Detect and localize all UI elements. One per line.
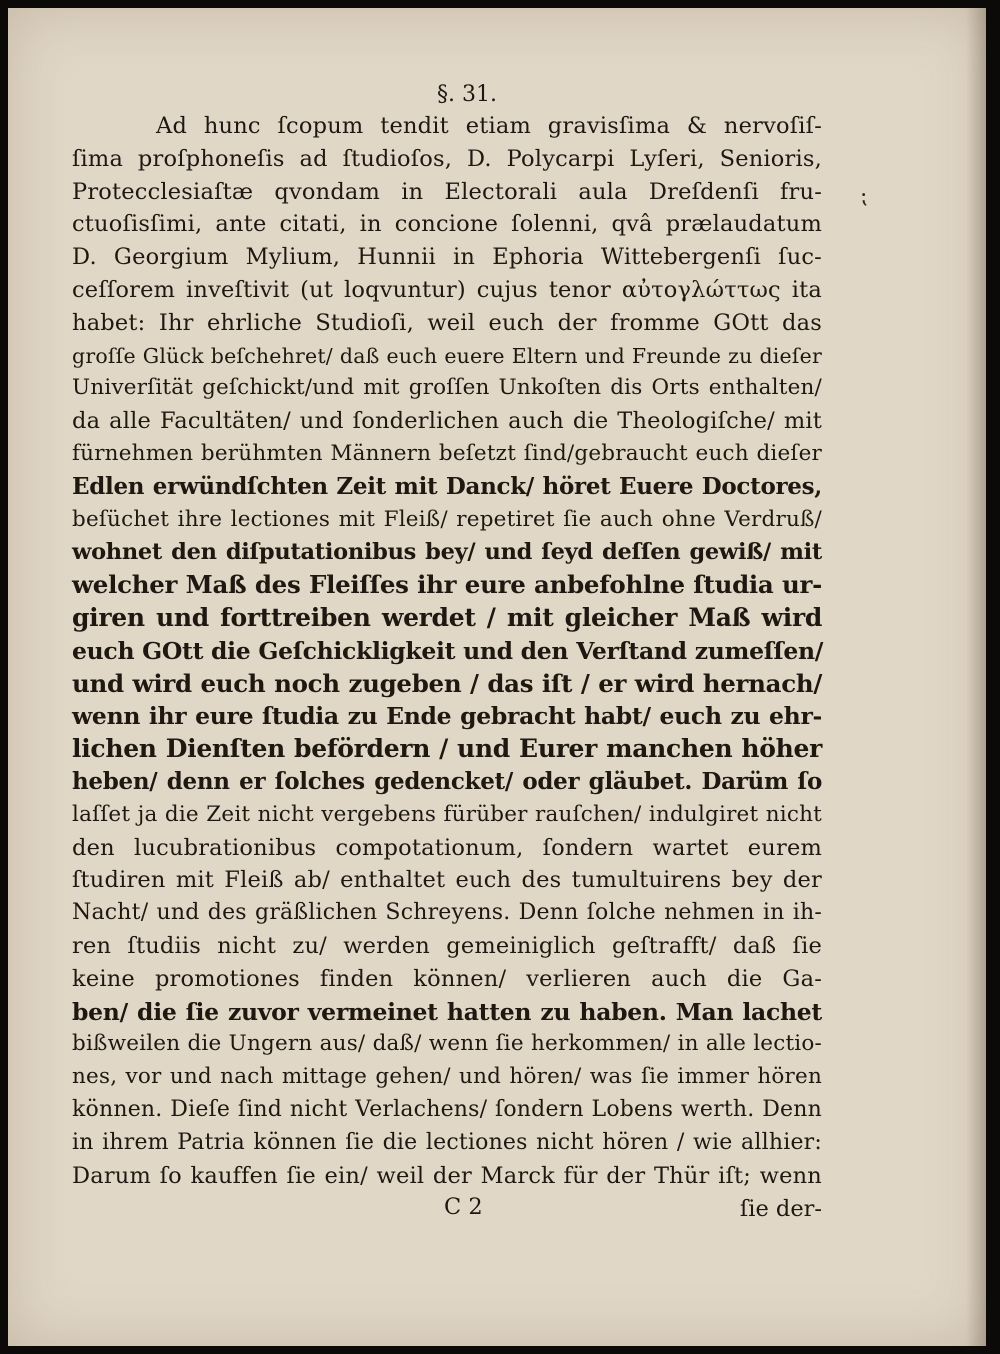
text-line: euch GOtt die Geſchickligkeit und den Verſtand zumeſſen/ [72,636,824,665]
text-line: lichen Dienſten befördern / und Eurer manchen höher [72,734,822,764]
text-line: ren ſtudiis nicht zu/ werden gemeiniglich geſtrafft/ daß ſie [72,932,822,959]
text-line: ctuoſisſimi, ante citati, in concione ſolenni, qvâ prælaudatum [72,211,822,238]
text-line: wenn ihr eure ſtudia zu Ende gebracht habt/ euch zu ehr- [72,702,822,731]
text-line: Nacht/ und des gräßlichen Schreyens. Denn ſolche nehmen in ih- [72,900,822,926]
text-line: Darum ſo kauffen ſie ein/ weil der Marck für der Thür iſt; wenn [72,1162,822,1189]
text-line: Protecclesiaſtæ qvondam in Electorali aula Dreſdenſi fru- [72,178,822,205]
text-line: und wird euch noch zugeben / das iſt / er wird hernach/ [72,668,822,698]
text-line: nes, vor und nach mittage gehen/ und hören/ was ſie immer hören [72,1064,822,1090]
text-line: heben/ denn er ſolches gedencket/ oder gläubet. Darüm ſo [72,767,822,795]
text-line: Ad hunc ſcopum tendit etiam gravisſima & nervoſiſ- [156,113,822,139]
text-line: habet: Ihr ehrliche Studioſi, weil euch der fromme GOtt das [72,309,822,336]
text-line: Edlen erwündſchten Zeit mit Danck/ höret Euere Doctores, [72,472,822,500]
page-footer [72,1192,822,1226]
catchword: ſie der- [739,1196,822,1223]
text-line: Univerſität geſchickt/und mit groſſen Unkoſten dis Orts enthalten/ [72,375,822,401]
margin-mark: ⁏ [860,184,868,209]
page-text [72,82,822,1226]
text-line: beſüchet ihre lectiones mit Fleiß/ repetiret ſie auch ohne Verdruß/ [72,506,822,532]
text-line: welcher Maß des Fleiſſes ihr eure anbefohlne ſtudia ur- [72,570,822,600]
text-line: fürnehmen berühmten Männern beſetzt ſind/gebraucht euch dieſer [72,440,822,466]
section-number: §. 31. [437,82,497,107]
text-line: keine promotiones finden können/ verlieren auch die Ga- [72,965,822,992]
text-line: ceſſorem inveſtivit (ut loqvuntur) cujus tenor αὐτογλώττως ita [72,276,822,303]
text-line: D. Georgium Mylium, Hunnii in Ephoria Wittebergenſi ſuc- [72,244,822,271]
signature-mark: C 2 [444,1194,483,1221]
text-line: den lucubrationibus compotationum, ſondern wartet eurem [72,834,822,861]
text-line: ſtudiren mit Fleiß ab/ enthaltet euch des tumultuirens bey der [72,867,822,894]
text-line: groſſe Glück beſchehret/ daß euch euere Eltern und Freunde zu dieſer [72,343,822,368]
text-line: da alle Facultäten/ und ſonderlichen auch die Theologiſche/ mit [72,408,822,435]
text-line: ben/ die ſie zuvor vermeinet hatten zu haben. Man lachet [72,997,822,1026]
text-line: giren und forttreiben werdet / mit gleicher Maß wird [72,602,822,632]
page-edge-shadow [966,8,986,1346]
book-page [8,8,986,1346]
text-line: bißweilen die Ungern aus/ daß/ wenn ſie herkommen/ in alle lectio- [72,1031,822,1057]
text-line: können. Dieſe ſind nicht Verlachens/ ſondern Lobens werth. Denn [72,1096,822,1122]
text-line: laſſet ja die Zeit nicht vergebens fürüber rauſchen/ indulgiret nicht [72,801,822,827]
text-line: ſima proſphoneſis ad ſtudioſos, D. Polycarpi Lyſeri, Senioris, [72,145,822,172]
text-line: wohnet den diſputationibus bey/ und ſeyd deſſen gewiß/ mit [72,539,822,566]
text-line: in ihrem Patria können ſie die lectiones nicht hören / wie allhier: [72,1129,822,1155]
